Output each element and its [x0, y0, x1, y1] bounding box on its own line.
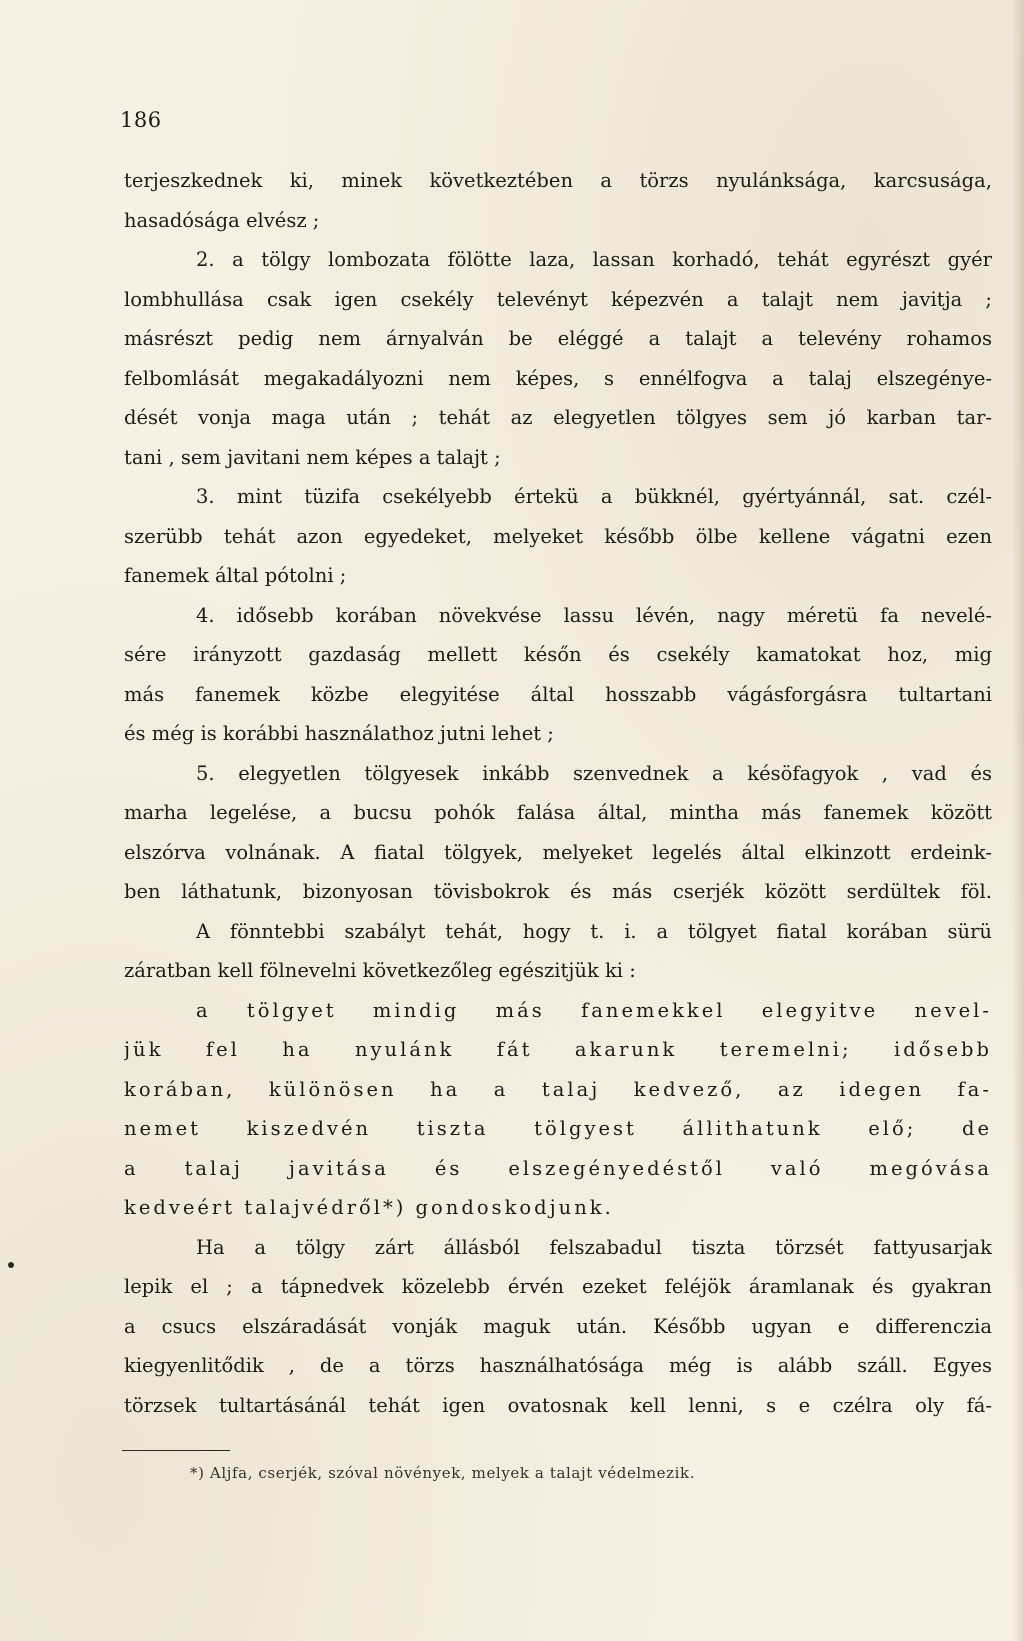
text-line: Ha a tölgy zárt állásból felszabadul tiszta törzsét fattyusarjak [196, 1235, 992, 1259]
text-line: felbomlását megakadályozni nem képes, s ennélfogva a talaj elszegénye- [124, 366, 992, 390]
page-edge-shadow [1012, 0, 1024, 1641]
text-line: törzsek tultartásánál tehát igen ovatosnak kell lenni, s e czélra oly fá- [124, 1393, 992, 1417]
text-line: marha legelése, a bucsu pohók falása által, mintha más fanemek között [124, 801, 992, 824]
text-line: 4. idősebb korában növekvése lassu lévén, nagy méretü fa nevelé- [196, 603, 992, 627]
spaced-text-line: kedveért talajvédről*) gondoskodjunk. [124, 1196, 614, 1219]
text-line: a csucs elszáradását vonják maguk után. Később ugyan e differenczia [124, 1314, 992, 1338]
page-number: 186 [120, 108, 162, 132]
footnote: *) Aljfa, cserjék, szóval növények, melyek a talajt védelmezik. [190, 1464, 696, 1482]
margin-mark [8, 1262, 14, 1268]
text-line: lepik el ; a tápnedvek közelebb érvén ezeket feléjök áramlanak és gyakran [124, 1275, 992, 1298]
text-line: záratban kell fölnevelni következőleg egészitjük ki : [124, 959, 636, 982]
text-line: és még is korábbi használathoz jutni lehet ; [124, 722, 554, 745]
spaced-text-line: korában, különösen ha a talaj kedvező, az idegen fa- [124, 1077, 992, 1101]
text-line: A fönntebbi szabályt tehát, hogy t. i. a tölgyet fiatal korában sürü [196, 919, 992, 943]
text-line: terjeszkednek ki, minek következtében a törzs nyulánksága, karcsusága, [124, 169, 992, 192]
text-line: ben láthatunk, bizonyosan tövisbokrok és más cserjék között serdültek föl. [124, 880, 992, 903]
body-text [124, 161, 992, 1425]
text-line: hasadósága elvész ; [124, 208, 320, 232]
text-line: lombhullása csak igen csekély televényt képezvén a talajt nem javitja ; [124, 287, 992, 311]
text-line: más fanemek közbe elegyitése által hosszabb vágásforgásra tultartani [124, 682, 992, 706]
text-line: fanemek által pótolni ; [124, 564, 347, 587]
footnote-divider [122, 1450, 230, 1451]
text-line: 2. a tölgy lombozata fölötte laza, lassan korhadó, tehát egyrészt gyér [196, 248, 992, 271]
text-line: dését vonja maga után ; tehát az elegyetlen tölgyes sem jó karban tar- [124, 406, 992, 429]
text-line: másrészt pedig nem árnyalván be eléggé a talajt a televény rohamos [124, 327, 992, 350]
text-line: kiegyenlitődik , de a törzs használhatósága még is alább száll. Egyes [124, 1354, 992, 1377]
text-line: elszórva volnának. A fiatal tölgyek, melyeket legelés által elkinzott erdeink- [124, 840, 992, 864]
spaced-text-line: jük fel ha nyulánk fát akarunk teremelni; idősebb [124, 1038, 992, 1061]
text-line: 5. elegyetlen tölgyesek inkább szenvednek a késöfagyok , vad és [196, 761, 992, 785]
spaced-text-line: a talaj javitása és elszegényedéstől való megóvása [124, 1156, 992, 1180]
spaced-text-line: a tölgyet mindig más fanemekkel elegyitve nevel- [196, 998, 992, 1022]
spaced-text-line: nemet kiszedvén tiszta tölgyest állithatunk elő; de [124, 1117, 992, 1140]
text-line: 3. mint tüzifa csekélyebb értekü a bükknél, gyértyánnál, sat. czél- [196, 485, 992, 508]
text-line: szerübb tehát azon egyedeket, melyeket később ölbe kellene vágatni ezen [124, 524, 992, 548]
text-line: sére irányzott gazdaság mellett későn és csekély kamatokat hoz, mig [124, 643, 992, 666]
text-line: tani , sem javitani nem képes a talajt ; [124, 445, 501, 469]
